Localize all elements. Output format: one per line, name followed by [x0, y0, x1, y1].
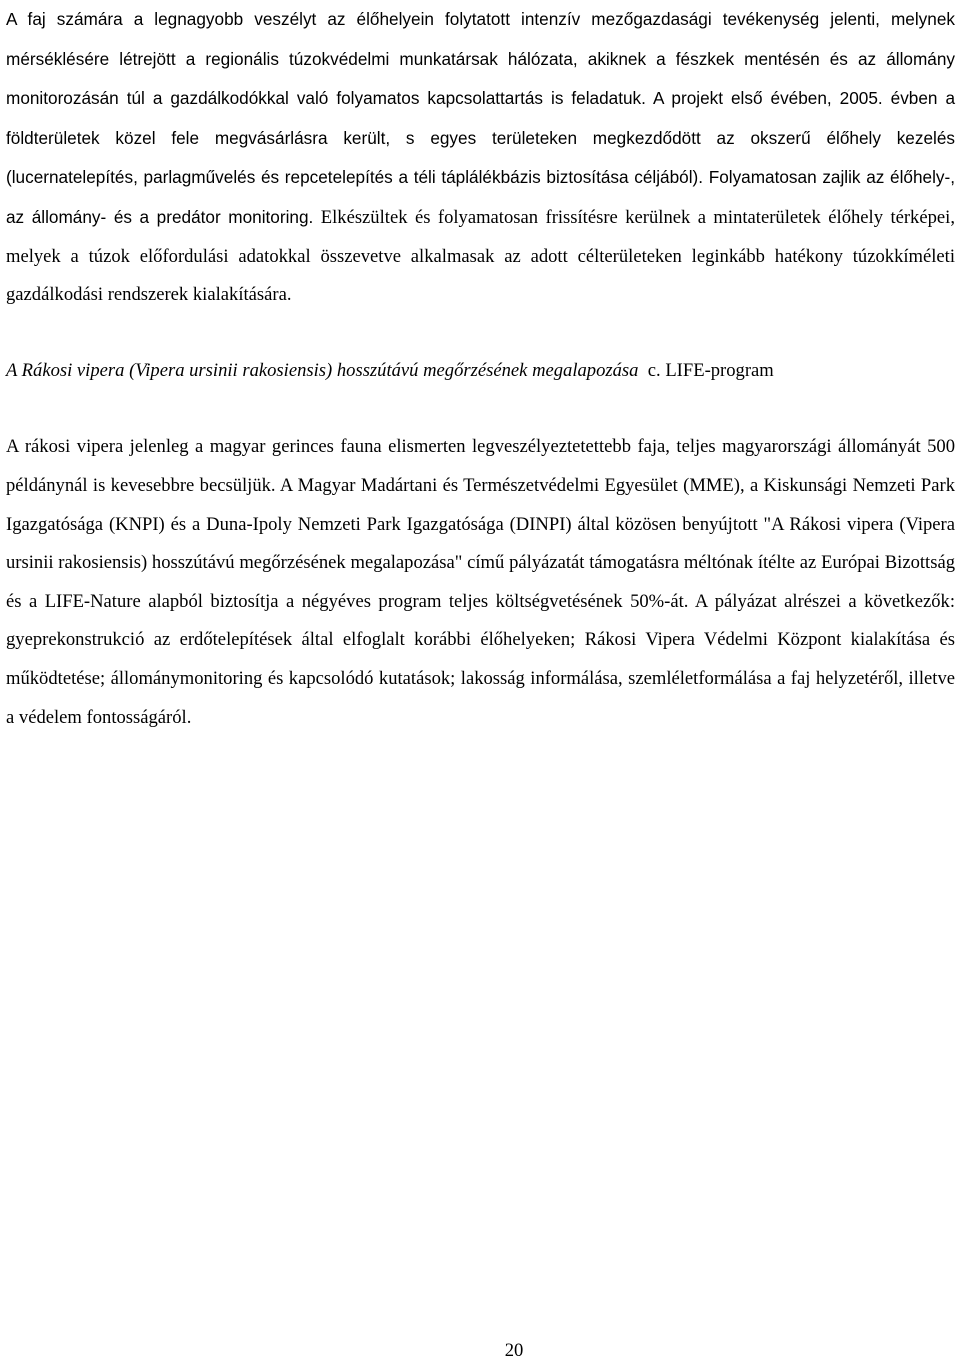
- page-number: 20: [504, 1340, 524, 1361]
- paragraph-tuzok: [6, 0, 955, 315]
- section-heading-italic: A Rákosi vipera (Vipera ursinii rakosiensis) hosszútávú megőrzésének megalapozása: [6, 359, 639, 381]
- paragraph-tuzok-serif-text: Elkészültek és folyamatosan frissítésre kerülnek a mintaterületek élőhely térképei, melyek a túzok előfordulási adatokkal összevetve alkalmasak az adott célterületeken leginkább hatékony túzokkíméleti gazdálkodási rendszerek kialakítására.: [6, 206, 955, 306]
- paragraph-vipera: A rákosi vipera jelenleg a magyar gerinces fauna elismerten legveszélyeztetettebb faja, teljes magyarországi állományát 500 példánynál is kevesebbre becsüljük. A Magyar Madártani és Természetvédelmi Egyesület (MME), a Kiskunsági Nemzeti Park Igazgatósága (KNPI) és a Duna-Ipoly Nemzeti Park Igazgatósága (DINPI) által közösen benyújtott "A Rákosi vipera (Vipera ursinii rakosiensis) hosszútávú megőrzésének megalapozása" című pályázatát támogatásra méltónak ítélte az Európai Bizottság és a LIFE-Nature alapból biztosítja a négyéves program teljes költségvetésének 50%-át. A pályázat alrészei a következők: gyeprekonstrukció az erdőtelepítések által elfoglalt korábbi élőhelyeken; Rákosi Vipera Védelmi Központ kialakítása és működtetése; állománymonitoring és kapcsolódó kutatások; lakosság informálása, szemléletformálása a faj helyzetéről, illetve a védelem fontosságáról.: [6, 436, 955, 728]
- section-heading: [6, 352, 955, 391]
- document-page: [6, 0, 955, 737]
- section-heading-suffix: c. LIFE-program: [647, 359, 774, 381]
- paragraph-tuzok-sans-text: A faj számára a legnagyobb veszélyt az élőhelyein folytatott intenzív mezőgazdasági tevékenység jelenti, melynek mérséklésére létrejött a regionális túzokvédelmi munkatársak hálózata, akiknek a fészkek mentésén és az állomány monitorozásán túl a gazdálkodókkal való folyamatos kapcsolattartás is feladatuk. A projekt első évében, 2005. évben a földterületek közel fele megvásárlásra került, s egyes területeken megkezdődött az okszerű élőhely kezelés (lucernatelepítés, parlagművelés és repcetelepítés a téli táplálékbázis biztosítása céljából). Folyamatosan zajlik az élőhely-, az állomány- és a predátor monitoring.: [6, 9, 955, 227]
